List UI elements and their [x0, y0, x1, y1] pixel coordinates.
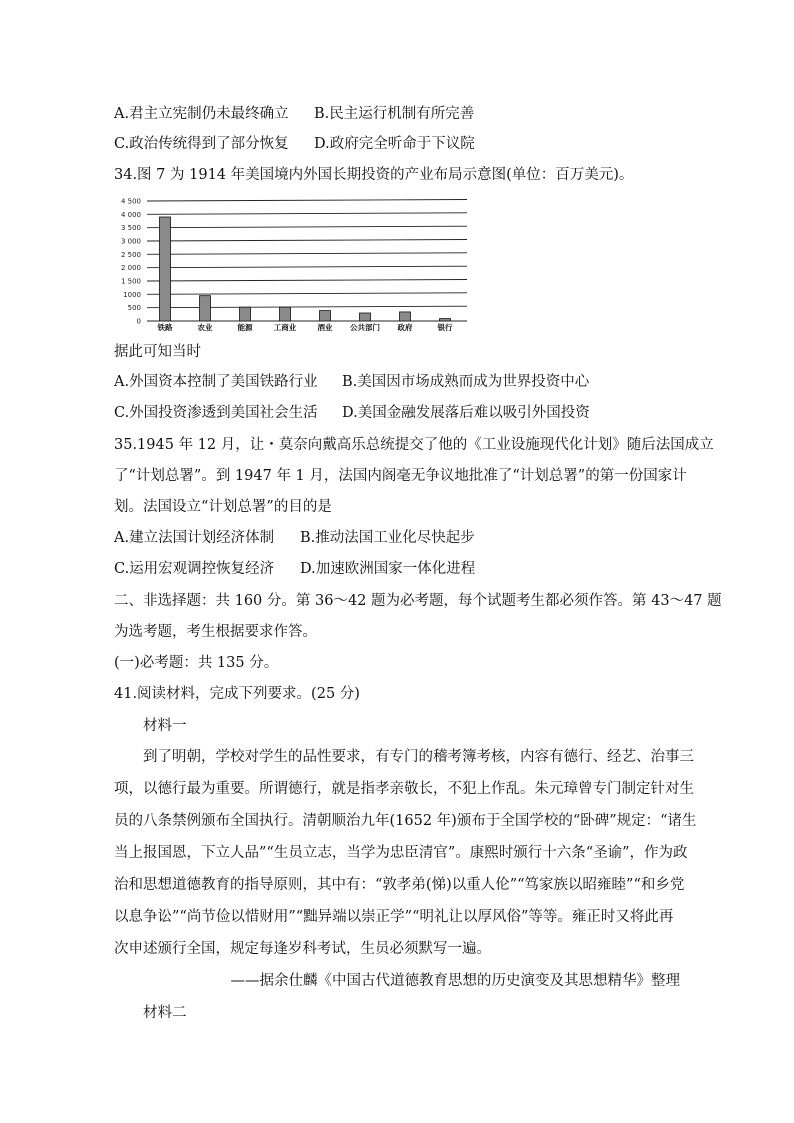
x-axis-labels: [157, 322, 453, 332]
q35-option-a: A.建立法国计划经济体制: [114, 530, 275, 546]
x-tick-label: 工商业: [273, 323, 297, 332]
gridline: [147, 226, 467, 228]
bar-银行: [440, 319, 451, 321]
q33-option-a: A.君主立宪制仍未最终确立: [114, 106, 289, 122]
q35-stem-line1: 35.1945 年 12 月，让・莫奈向戴高乐总统提交了他的《工业设施现代化计划》随后法国成立: [114, 437, 714, 453]
y-tick-label: 2 000: [120, 264, 141, 273]
q34-option-c: C.外国投资渗透到美国社会生活: [114, 405, 318, 421]
material1-paragraph-line4: 当上报国恩，下立人品”“生员立志，当学为忠臣清官”。康熙时颁行十六条“圣谕”，作为政: [114, 845, 688, 861]
bar-政府: [400, 312, 411, 321]
q35-option-d: D.加速欧洲国家一体化进程: [300, 561, 476, 577]
x-tick-label: 酒业: [317, 323, 333, 332]
y-tick-label: 3 500: [120, 224, 141, 233]
x-tick-label: 农业: [197, 323, 213, 332]
y-axis-labels: [121, 198, 141, 326]
section2-heading-line2: 为选考题，考生根据要求作答。: [114, 624, 317, 640]
y-tick-label: 1000: [123, 290, 141, 299]
material1-paragraph-line3: 员的八条禁例颁布全国执行。清朝顺治九年(1652 年)颁布于全国学校的“卧碑”规定：“诸生: [114, 813, 697, 829]
material1-paragraph-line6: 以息争讼”“尚节俭以惜财用”“黜异端以崇正学”“明礼让以厚风俗”等等。雍正时又将此再: [114, 909, 674, 925]
q33-option-d: D.政府完全听命于下议院: [314, 136, 475, 152]
y-tick-label: 4 000: [120, 210, 141, 219]
y-tick-label: 500: [127, 304, 141, 313]
q33-option-c: C.政治传统得到了部分恢复: [114, 136, 289, 152]
bar-铁路: [160, 217, 171, 321]
bar-农业: [200, 296, 211, 321]
bar-工商业: [280, 307, 291, 321]
q35-option-b: B.推动法国工业化尽快起步: [300, 530, 475, 546]
gridline: [147, 253, 467, 255]
material1-paragraph-line5: 治和思想道德教育的指导原则，其中有：“敦孝弟(悌)以重人伦”“笃家族以昭雍睦”“和乡党: [114, 877, 685, 893]
section2-required: (一)必考题：共 135 分。: [114, 655, 279, 671]
material1-source: ——据余仕麟《中国古代道德教育思想的历史演变及其思想精华》整理: [230, 973, 680, 989]
section2-heading-line1: 二、非选择题：共 160 分。第 36～42 题为必考题，每个试题考生都必须作答。第 43～47 题: [114, 593, 722, 609]
y-tick-label: 1 500: [120, 277, 141, 286]
q34-option-a: A.外国资本控制了美国铁路行业: [114, 374, 318, 390]
bar-公共部门: [360, 313, 371, 321]
gridline: [147, 240, 467, 242]
x-tick-label: 公共部门: [350, 323, 380, 332]
q34-stem: 34.图 7 为 1914 年美国境内外国长期投资的产业布局示意图(单位：百万美元)。: [114, 167, 634, 183]
material1-paragraph-line1: 到了明朝，学校对学生的品性要求，有专门的稽考簿考核，内容有德行、经艺、治事三: [143, 749, 694, 765]
x-tick-label: 银行: [437, 323, 453, 332]
y-tick-label: 3 000: [120, 237, 141, 246]
q34-followup: 据此可知当时: [114, 344, 201, 360]
material1-label: 材料一: [143, 718, 187, 734]
gridline: [147, 200, 467, 202]
material2-label: 材料二: [143, 1005, 187, 1021]
y-tick-label: 2 500: [120, 250, 141, 259]
gridline: [147, 213, 467, 215]
q35-option-c: C.运用宏观调控恢复经济: [114, 561, 275, 577]
q41-stem: 41.阅读材料，完成下列要求。(25 分): [114, 686, 360, 702]
gridline: [147, 306, 467, 308]
x-tick-label: 能源: [237, 323, 253, 332]
gridline: [147, 280, 467, 282]
x-tick-label: 铁路: [157, 323, 173, 332]
investment-bar-chart: [112, 193, 474, 333]
bar-酒业: [320, 311, 331, 321]
q34-option-b: B.美国因市场成熟而成为世界投资中心: [342, 374, 590, 390]
bar-能源: [240, 307, 251, 321]
bars: [160, 217, 451, 321]
material1-paragraph-line7: 次申述颁行全国，规定每逢岁科考试，生员必须默写一遍。: [114, 941, 491, 957]
gridline: [147, 266, 467, 268]
x-tick-label: 政府: [397, 323, 413, 332]
gridline: [147, 293, 467, 295]
q35-stem-line2: 了“计划总署”。到 1947 年 1 月，法国内阁毫无争议地批准了“计划总署”的第一份国家计: [114, 468, 687, 484]
q34-option-d: D.美国金融发展落后难以吸引外国投资: [342, 405, 590, 421]
y-tick-label: 4 500: [120, 197, 141, 206]
gridlines: [147, 200, 467, 322]
q33-option-b: B.民主运行机制有所完善: [314, 106, 475, 122]
material1-paragraph-line2: 项，以德行最为重要。所谓德行，就是指孝亲敬长，不犯上作乱。朱元璋曾专门制定针对生: [114, 781, 694, 797]
q35-stem-line3: 划。法国设立“计划总署”的目的是: [114, 499, 332, 515]
y-tick-label: 0: [136, 317, 141, 326]
